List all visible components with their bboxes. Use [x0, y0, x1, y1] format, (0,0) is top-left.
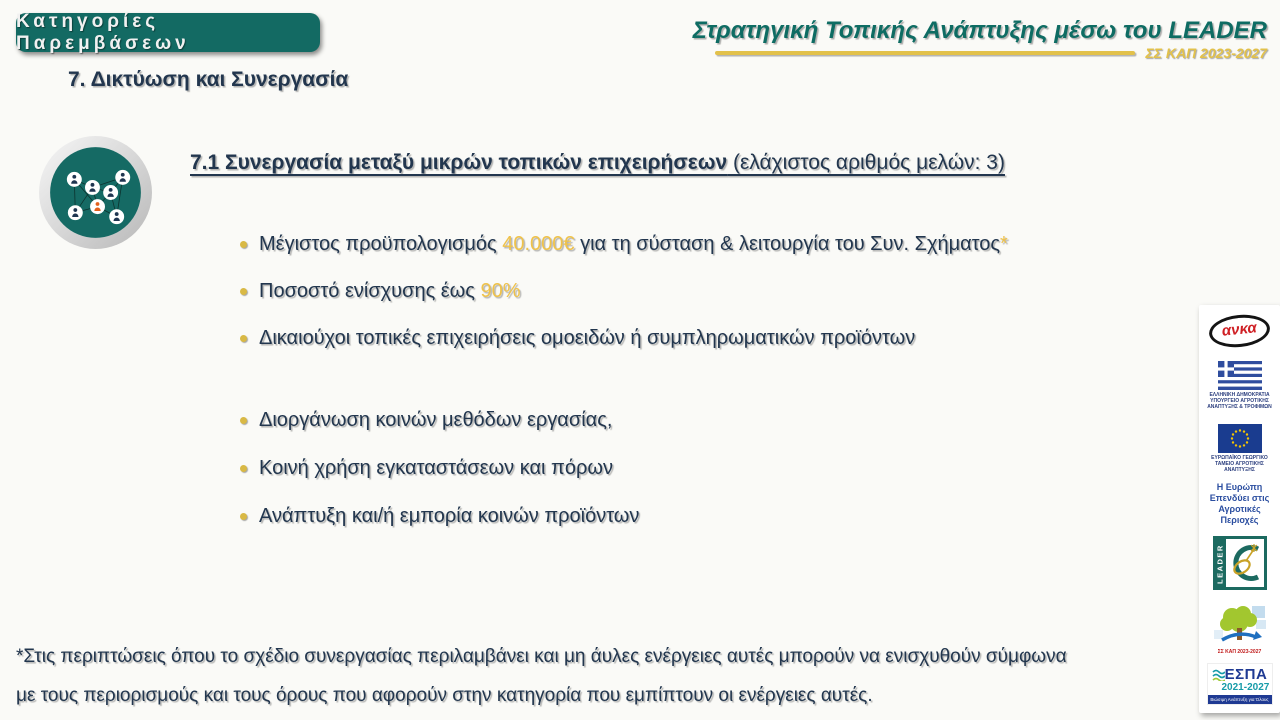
bullet-beneficiaries: [240, 327, 1008, 350]
svg-text:LEADER: LEADER: [1215, 544, 1224, 584]
bullet-dot: [240, 241, 247, 248]
cap-tree-icon: [1212, 604, 1268, 648]
measure-heading: [190, 151, 1090, 175]
bullet-dot: [240, 513, 247, 520]
ministry-logo-block: [1207, 361, 1273, 410]
ministry-caption: ΕΛΛΗΝΙΚΗ ΔΗΜΟΚΡΑΤΙΑ ΥΠΟΥΡΓΕΙΟ ΑΓΡΟΤΙΚΗΣ ΑΝΑΠΤΥΞΗΣ & ΤΡΟΦΙΜΩΝ: [1207, 392, 1272, 410]
espa-wordmark: ΕΣΠΑ: [1224, 666, 1268, 683]
espa-logo: [1207, 663, 1273, 705]
footnote-line-2: με τους περιορισμούς και τους όρους που αφορούν στην κατηγορία που εμπίπτουν οι ενέργειες αυτές.: [16, 685, 873, 706]
espa-waves-icon: [1212, 669, 1225, 681]
eu-flag-icon: [1218, 424, 1262, 453]
bullet-group-financial: [240, 233, 1008, 374]
footnote: [16, 637, 1186, 715]
category-plaque-label: Κατηγορίες Παρεμβάσεων: [16, 10, 190, 54]
page-title: Στρατηγική Τοπικής Ανάπτυξης μέσω του LEADER: [692, 17, 1267, 44]
bullet-beneficiaries-text: Δικαιούχοι τοπικές επιχειρήσεις ομοειδών ή συμπληρωματικών προϊόντων: [259, 327, 916, 349]
bullet-budget: [240, 233, 1008, 256]
bullet-budget-text: Μέγιστος προϋπολογισμός 40.000€ για τη σύσταση & λειτουργία του Συν. Σχήματος*: [259, 233, 1008, 255]
bullet-shared-facilities: [240, 457, 639, 480]
section-title: 7. Δικτύωση και Συνεργασία: [68, 68, 349, 91]
bullet-shared-facilities-text: Κοινή χρήση εγκαταστάσεων και πόρων: [259, 457, 613, 479]
espa-tagline: Βιώσιμη Ανάπτυξη για Όλους: [1208, 695, 1272, 704]
title-underline-row: [715, 45, 1267, 61]
eafrd-caption: ΕΥΡΩΠΑΪΚΟ ΓΕΩΡΓΙΚΟ ΤΑΜΕΙΟ ΑΓΡΟΤΙΚΗΣ ΑΝΑΠΤΥΞΗΣ: [1211, 455, 1268, 473]
footnote-line-1: *Στις περιπτώσεις όπου το σχέδιο συνεργασίας περιλαμβάνει και μη άυλες ενέργειες αυτές μπορούν να ενισχυθούν σύμφωνα: [16, 646, 1067, 667]
bullet-group-activities: [240, 409, 639, 553]
gold-rule: [715, 51, 1135, 55]
anka-logo-text: ανκα: [1221, 319, 1258, 340]
bullet-dot: [240, 288, 247, 295]
logo-sidebar: [1199, 305, 1280, 713]
bullet-common-products-text: Ανάπτυξη και/ή εμπορία κοινών προϊόντων: [259, 505, 640, 527]
bullet-dot: [240, 465, 247, 472]
measure-heading-bold: 7.1 Συνεργασία μεταξύ μικρών τοπικών επιχειρήσεων: [190, 151, 728, 174]
eafrd-logo-block: [1207, 424, 1273, 473]
espa-title-row: [1212, 666, 1268, 683]
subtitle-badge: ΣΣ ΚΑΠ 2023-2027: [1145, 45, 1267, 61]
bullet-aid-rate: [240, 280, 1008, 303]
europe-invests-text: Η Ευρώπη Επενδύει στις Αγροτικές Περιοχές: [1209, 482, 1270, 525]
greek-flag-icon: [1218, 361, 1262, 390]
cap-logo-block: [1212, 604, 1268, 655]
bullet-work-methods: [240, 409, 639, 432]
category-plaque: [16, 10, 320, 54]
espa-years: 2021-2027: [1221, 682, 1270, 693]
measure-heading-plain: (ελάχιστος αριθμός μελών: 3): [727, 151, 1005, 174]
leader-logo: [1213, 536, 1267, 595]
bullet-dot: [240, 335, 247, 342]
anka-logo: [1208, 312, 1272, 350]
bullet-common-products: [240, 505, 639, 528]
bullet-dot: [240, 417, 247, 424]
cap-caption: ΣΣ ΚΑΠ 2023-2027: [1217, 649, 1262, 655]
network-icon: [37, 134, 154, 251]
bullet-work-methods-text: Διοργάνωση κοινών μεθόδων εργασίας,: [259, 409, 613, 431]
bullet-aid-rate-text: Ποσοστό ενίσχυσης έως 90%: [259, 280, 521, 302]
